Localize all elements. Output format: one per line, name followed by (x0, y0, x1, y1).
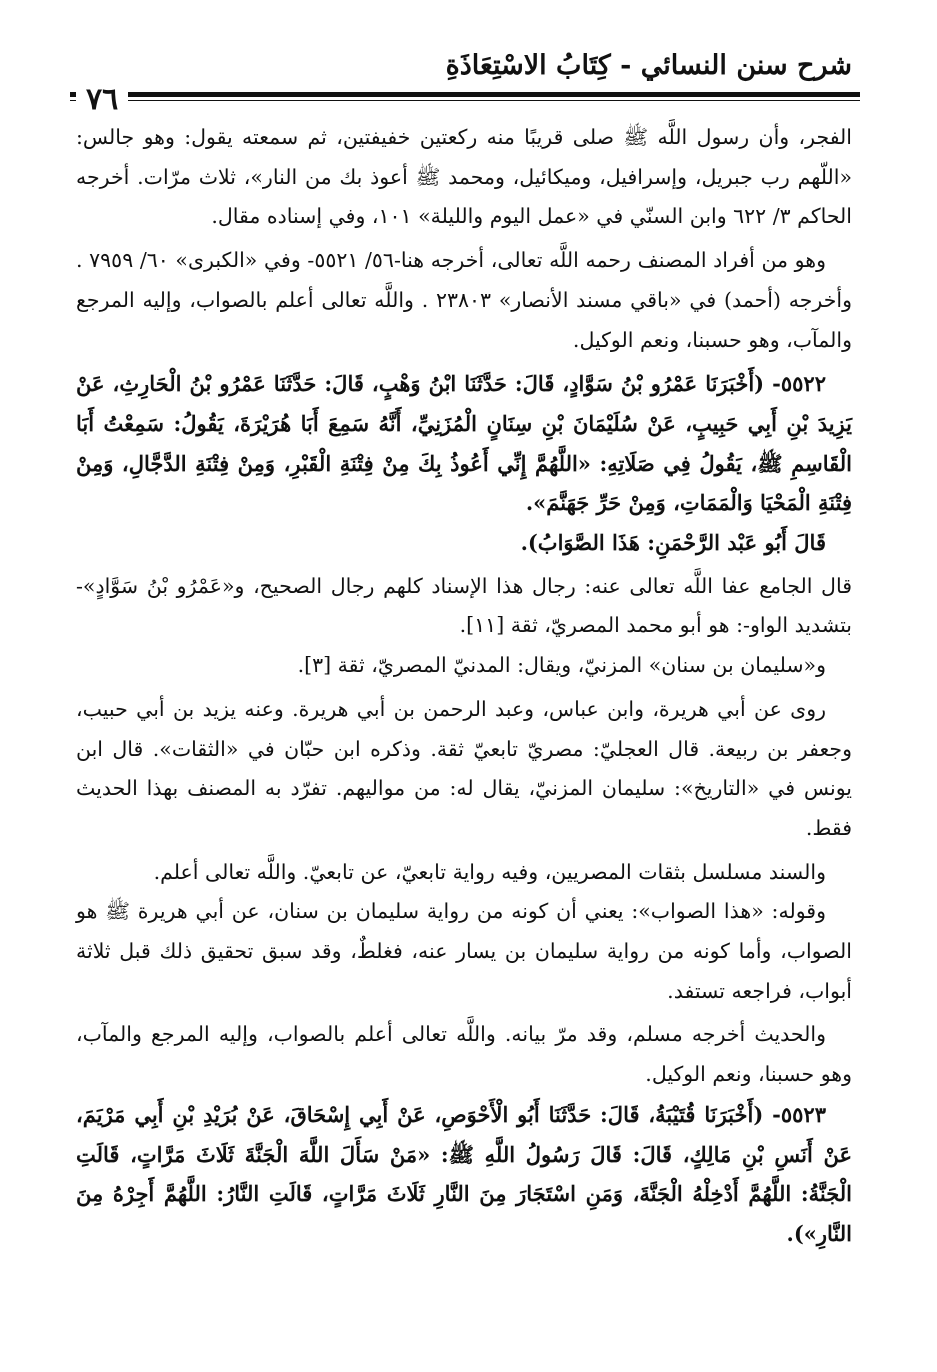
header-thin-rule (70, 100, 860, 101)
paragraph-takhrij: وهو من أفراد المصنف رحمه اللَّه تعالى، أخرجه هنا-٥٦/ ٥٥٢١- وفي «الكبرى» ٦٠/ ٧٩٥٩ . وأخرجه (أحمد) في «باقي مسند الأنصار» ٢٣٨٠٣ . واللَّه تعالى أعلم بالصواب، وإليه المرجع والمآب، وهو حسبنا، ونعم الوكيل. (76, 248, 852, 352)
running-header-title: شرح سنن النسائي - كِتَابُ الاسْتِعَاذَةِ (445, 50, 852, 81)
header-thick-rule (70, 92, 860, 97)
hadith-5522: ٥٥٢٢- (أَخْبَرَنَا عَمْرُو بْنُ سَوَّادٍ، قَالَ: حَدَّثَنَا ابْنُ وَهْبٍ، قَالَ: حَدَّثَنَا عَمْرُو بْنُ الْحَارِثِ، عَنْ يَزِيدَ بْنِ أَبِي حَبِيبٍ، عَنْ سُلَيْمَانَ بْنِ سِنَانٍ الْمُزَنِيِّ، أَنَّهُ سَمِعَ أَبَا هُرَيْرَةَ، يَقُولُ: سَمِعْتُ أَبَا الْقَاسِمِ ﷺ، يَقُولُ فِي صَلَاتِهِ: «اللَّهُمَّ إِنِّي أَعُوذُ بِكَ مِنْ فِتْنَةِ الْقَبْرِ، وَمِنْ فِتْنَةِ الدَّجَّالِ، وَمِنْ فِتْنَةِ الْمَحْيَا وَالْمَمَاتِ، وَمِنْ حَرِّ جَهَنَّمَ». (76, 371, 852, 516)
book-page (70, 42, 860, 1342)
hadith-5522-comment: قَالَ أَبُو عَبْد الرَّحْمَنِ: هَذَا الصَّوَابُ). (520, 530, 826, 556)
paragraph-narrators-intro: قال الجامع عفا اللَّه تعالى عنه: رجال هذا الإسناد كلهم رجال الصحيح، و«عَمْرُو بْنُ سَوَّادٍ»- بتشديد الواو-: هو أبو محمد المصريّ، ثقة [١١]. (76, 573, 852, 638)
paragraph-chain-note: والسند مسلسل بثقات المصريين، وفيه رواية تابعيّ، عن تابعيّ. واللَّه تعالى أعلم. (153, 859, 826, 884)
hadith-5523: ٥٥٢٣- (أَخْبَرَنَا قُتَيْبَةُ، قَالَ: حَدَّثَنَا أَبُو الْأَحْوَصِ، عَنْ أَبِي إِسْحَاقَ، عَنْ بُرَيْدِ بْنِ أَبِي مَرْيَمَ، عَنْ أَنَسِ بْنِ مَالِكٍ، قَالَ: قَالَ رَسُولُ اللَّهِ ﷺ: «مَنْ سَأَلَ اللَّهَ الْجَنَّةَ ثَلَاثَ مَرَّاتٍ، قَالَتِ الْجَنَّةُ: اللَّهُمَّ أَدْخِلْهُ الْجَنَّةَ، وَمَنِ اسْتَجَارَ مِنَ النَّارِ ثَلَاثَ مَرَّاتٍ، قَالَتِ النَّارُ: اللَّهُمَّ أَجِرْهُ مِنَ النَّارِ»). (76, 1101, 852, 1246)
page-body (76, 118, 852, 1254)
page-number: ٧٦ (76, 82, 128, 117)
paragraph-continuation: الفجر، وأن رسول اللَّه ﷺ صلى قريبًا منه ركعتين خفيفتين، ثم سمعته يقول: وهو جالس: «اللّهم رب جبريل، وإسرافيل، وميكائيل، ومحمد ﷺ أعوذ بك من النار»، ثلاث مرّات. أخرجه الحاكم ٣/ ٦٢٢ وابن السنّي في «عمل اليوم والليلة» ١٠١، وفي إسناده مقال. (76, 125, 852, 229)
paragraph-sulayman-biography: روى عن أبي هريرة، وابن عباس، وعبد الرحمن بن أبي هريرة. وعنه يزيد بن أبي حبيب، وجعفر بن ربيعة. قال العجليّ: مصريّ تابعيّ ثقة. وذكره ابن حبّان في «الثقات». قال ابن يونس في «التاريخ»: سليمان المزنيّ، يقال له: من مواليهم. تفرّد به المصنف بهذا الحديث فقط. (76, 696, 852, 840)
page-header (70, 42, 860, 117)
paragraph-sulayman-bin-sinan: و«سليمان بن سنان» المزنيّ، ويقال: المدنيّ المصريّ، ثقة [٣]. (297, 653, 826, 678)
paragraph-muslim-takhrij: والحديث أخرجه مسلم، وقد مرّ بيانه. واللَّه تعالى أعلم بالصواب، وإليه المرجع والمآب، وهو حسبنا، ونعم الوكيل. (76, 1022, 852, 1087)
paragraph-correct-version: وقوله: «هذا الصواب»: يعني أن كونه من رواية سليمان بن سنان، عن أبي هريرة ﷺ هو الصواب، وأما كونه من رواية سليمان بن يسار عنه، فغلطٌ، وقد سبق تحقيق ذلك قبل ثلاثة أبواب، فراجعه تستفد. (76, 899, 852, 1003)
